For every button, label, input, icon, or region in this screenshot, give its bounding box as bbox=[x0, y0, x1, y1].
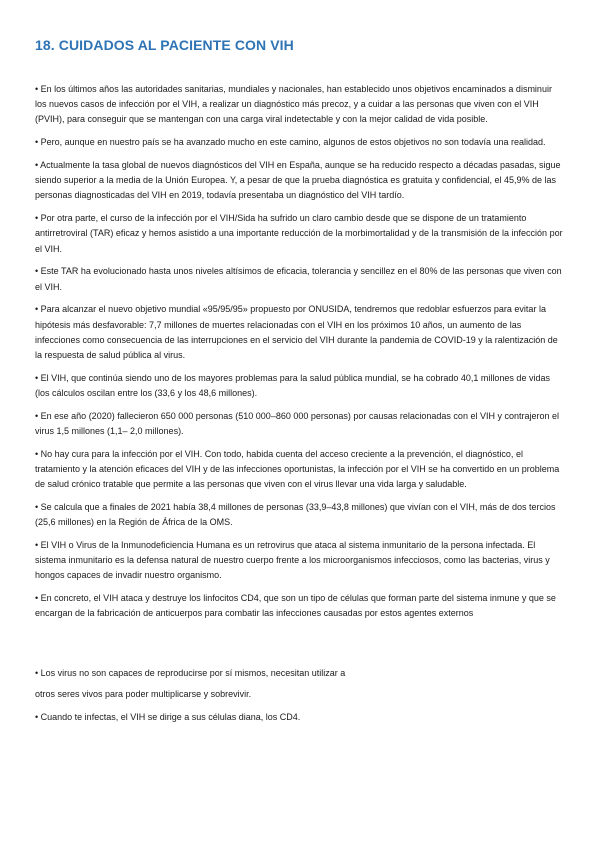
document-body bbox=[35, 82, 565, 732]
paragraph-tar-evolution: • Este TAR ha evolucionado hasta unos niveles altísimos de eficacia, tolerancia y sencillez en el 80% de las personas que viven con el VIH. bbox=[35, 266, 562, 292]
paragraph-infection: • Cuando te infectas, el VIH se dirige a sus células diana, los CD4. bbox=[35, 711, 301, 722]
section-title: 18. CUIDADOS AL PACIENTE CON VIH bbox=[35, 37, 294, 53]
paragraph-progress: • Pero, aunque en nuestro país se ha avanzado mucho en este camino, algunos de estos objetivos no son todavía una realidad. bbox=[35, 137, 546, 148]
paragraph-diagnosis-rate: • Actualmente la tasa global de nuevos diagnósticos del VIH en España, aunque se ha reducido respecto a décadas pasadas, sigue siendo superior a la media de la Unión Europea. Y, a pesar de que la prueba diagnóstica es gratuita y confidencial, el 45,9% de las personas diagnosticadas del VIH en 2019, todavía presentaba un diagnóstico del VIH tardío. bbox=[35, 160, 561, 201]
paragraph-virus-reproduction-cont: otros seres vivos para poder multiplicarse y sobrevivir. bbox=[35, 688, 252, 699]
paragraph-global-deaths: • El VIH, que continúa siendo uno de los mayores problemas para la salud pública mundial, se ha cobrado 40,1 millones de vidas (los cálculos oscilan entre los (33,6 y los 48,6 millones). bbox=[35, 372, 550, 399]
paragraph-treatment: • Por otra parte, el curso de la infección por el VIH/Sida ha sufrido un claro cambio desde que se dispone de un tratamiento antirretroviral (TAR) eficaz y hemos asistido a una importante reducción de la morbimortalidad y de la transmisión de la infección por el VIH. bbox=[35, 213, 563, 254]
paragraph-objectives: • En los últimos años las autoridades sanitarias, mundiales y nacionales, han establecido unos objetivos encaminados a disminuir los nuevos casos de infección por el VIH, a realizar un diagnóstico más precoz, y a cuidar a las personas que viven con el VIH (PVIH), para conseguir que se mantengan con una carga viral indetectable y con la mejor calidad de vida posible. bbox=[35, 84, 552, 125]
paragraph-virus-reproduction: • Los virus no son capaces de reproducirse por sí mismos, necesitan utilizar a bbox=[35, 667, 346, 678]
paragraph-definition: • El VIH o Virus de la Inmunodeficiencia Humana es un retrovirus que ataca al sistema inmunitario de la persona infectada. El sistema inmunitario es la defensa natural de nuestro cuerpo frente a los microorganismos infecciosos, como las bacterias, virus y hongos capaces de invadir nuestro organismo. bbox=[35, 540, 550, 581]
paragraph-cd4: • En concreto, el VIH ataca y destruye los linfocitos CD4, que son un tipo de células que forman parte del sistema inmune y que se encargan de la fabricación de anticuerpos para combatir las infecciones causadas por estos agentes externos bbox=[35, 593, 556, 619]
paragraph-no-cure: • No hay cura para la infección por el VIH. Con todo, habida cuenta del acceso creciente a la prevención, el diagnóstico, el tratamiento y la atención eficaces del VIH y de las infecciones oportunistas, la infección por el VIH se ha convertido en un problema de salud crónico tratable que permite a las personas que viven con el virus llevar una vida larga y saludable. bbox=[35, 448, 560, 490]
paragraph-onusida: • Para alcanzar el nuevo objetivo mundial «95/95/95» propuesto por ONUSIDA, tendremos que redoblar esfuerzos para evitar la hipótesis más desfavorable: 7,7 millones de muertes relacionadas con el VIH en los próximos 10 años, un aumento de las infecciones como consecuencia de las interrupciones en el servicio del VIH durante la pandemia de COVID-19 y la ralentización de la respuesta de salud pública al virus. bbox=[35, 304, 558, 361]
paragraph-2021: • Se calcula que a finales de 2021 había 38,4 millones de personas (33,9–43,8 millones) que vivían con el VIH, más de dos tercios (25,6 millones) en la Región de África de la OMS. bbox=[35, 502, 556, 528]
paragraph-2020: • En ese año (2020) fallecieron 650 000 personas (510 000–860 000 personas) por causas relacionadas con el VIH y contrajeron el virus 1,5 millones (1,1– 2,0 millones). bbox=[35, 410, 559, 437]
